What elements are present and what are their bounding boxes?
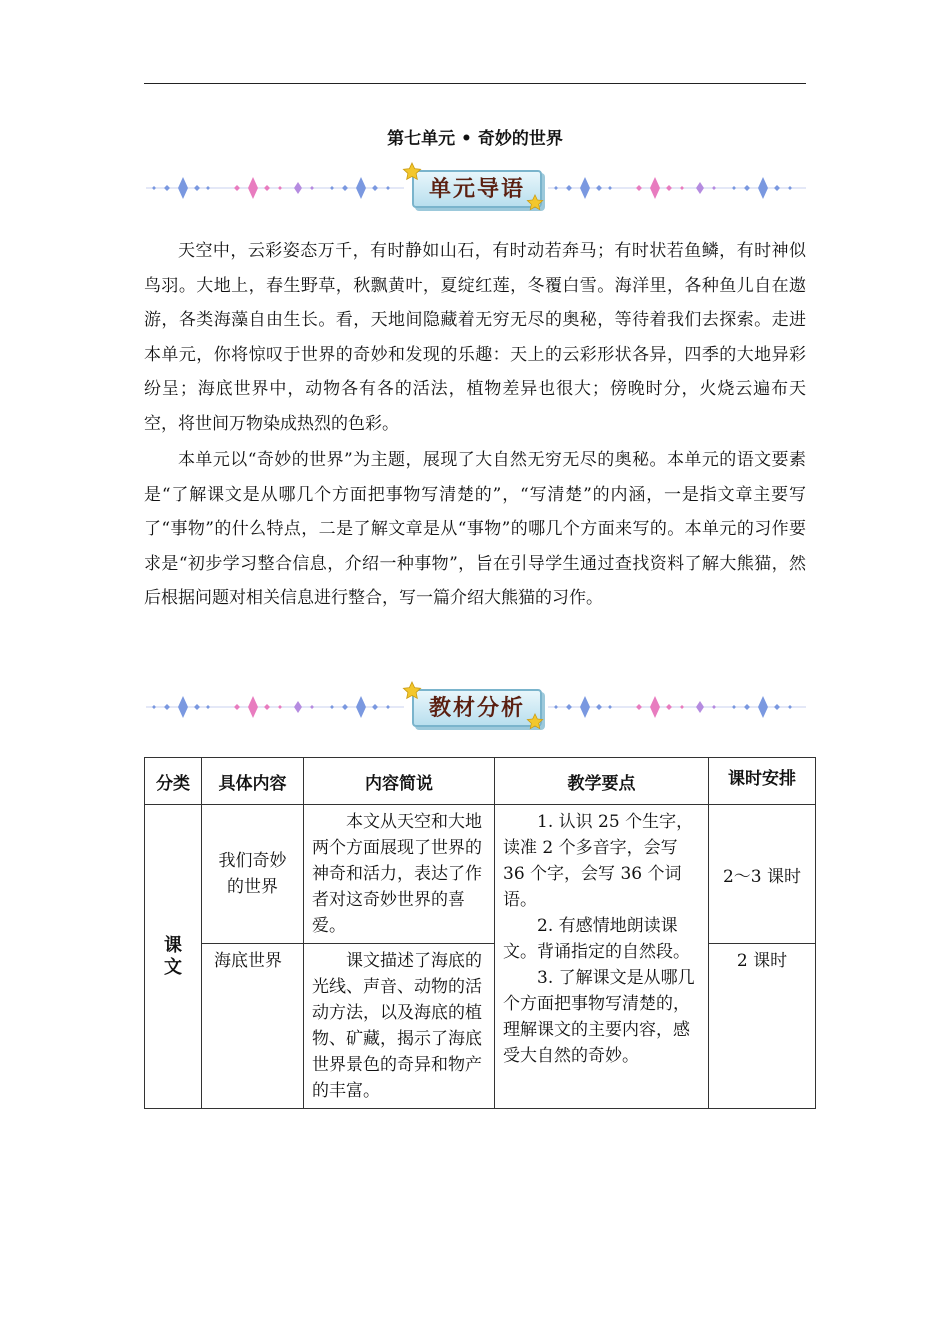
hours-text: 2 课时 [736,951,788,971]
summary-cell [304,805,495,944]
banner-label-box [412,170,542,208]
summary-text: 课文描述了海底的光线、声音、动物的活动方法，以及海底的植物、矿藏，揭示了海底世界景色的奇异和物产的丰富。 [312,951,482,1101]
summary-text: 本文从天空和大地两个方面展现了世界的神奇和活力，表达了作者对这奇妙世界的喜爱。 [312,812,482,936]
header-rule [144,83,806,84]
star-icon [526,194,544,212]
header-summary: 内容简说 [304,758,495,805]
banner-textbook-analysis [144,681,806,737]
star-icon [402,162,422,182]
teaching-points [495,805,708,1073]
category-cell [145,805,202,1109]
intro-paragraph-1: 天空中，云彩姿态万千，有时静如山石，有时动若奔马；有时状若鱼鳞，有时神似鸟羽。大地上，春生野草，秋飘黄叶，夏绽红莲，冬覆白雪。海洋里，各种鱼儿自在遨游，各类海藻自由生长。看，天地间隐藏着无穷无尽的奥秘，等待着我们去探索。走进本单元，你将惊叹于世界的奇妙和发现的乐趣：天上的云彩形状各异，四季的大地异彩纷呈；海底世界中，动物各有各的活法，植物差异也很大；傍晚时分，火烧云遍布天空，将世间万物染成热烈的色彩。 [144,241,806,434]
sparkle-divider-left [144,162,406,218]
banner-label: 单元导语 [428,176,525,202]
table-row [145,805,816,944]
sparkle-divider-right [546,681,808,737]
content-text: 我们奇妙的世界 [218,851,287,897]
sparkle-divider-left [144,681,406,737]
teaching-points-cell [495,805,709,1109]
summary-cell [304,944,495,1109]
header-hours: 课时安排 [709,758,816,805]
sparkle-divider-right [546,162,808,218]
hours-cell [709,944,816,1109]
content-cell [202,944,304,1109]
header-category: 分类 [145,758,202,805]
category-label: 课文 [164,934,182,978]
teaching-point: 1. 认识 25 个生字，读准 2 个多音字，会写 36 个字，会写 36 个词语。 [503,812,694,910]
header-teaching-points: 教学要点 [495,758,709,805]
hours-text: 2～3 课时 [722,866,802,887]
content-cell [202,805,304,944]
star-icon [526,713,544,731]
banner-label: 教材分析 [428,695,525,721]
content-text: 海底世界 [214,951,282,971]
intro-paragraph-2: 本单元以“奇妙的世界”为主题，展现了大自然无穷无尽的奥秘。本单元的语文要素是“了解课文是从哪几个方面把事物写清楚的”，“写清楚”的内涵，一是指文章主要写了“事物”的什么特点，二是了解文章是从“事物”的哪几个方面来写的。本单元的习作要求是“初步学习整合信息，介绍一种事物”，旨在引导学生通过查找资料了解大熊猫，然后根据问题对相关信息进行整合，写一篇介绍大熊猫的习作。 [144,450,806,609]
teaching-point: 3. 了解课文是从哪几个方面把事物写清楚的，理解课文的主要内容，感受大自然的奇妙。 [503,968,695,1066]
table-row [145,944,816,1109]
textbook-analysis-table [144,757,816,1109]
teaching-point: 2. 有感情地朗读课文。背诵指定的自然段。 [503,916,690,962]
banner-unit-intro [144,162,806,218]
header-content: 具体内容 [202,758,304,805]
banner-label-box [412,689,542,727]
star-icon [402,681,422,701]
unit-title: 第七单元 • 奇妙的世界 [387,129,563,149]
hours-cell [709,805,816,944]
table-header-row [145,758,816,805]
